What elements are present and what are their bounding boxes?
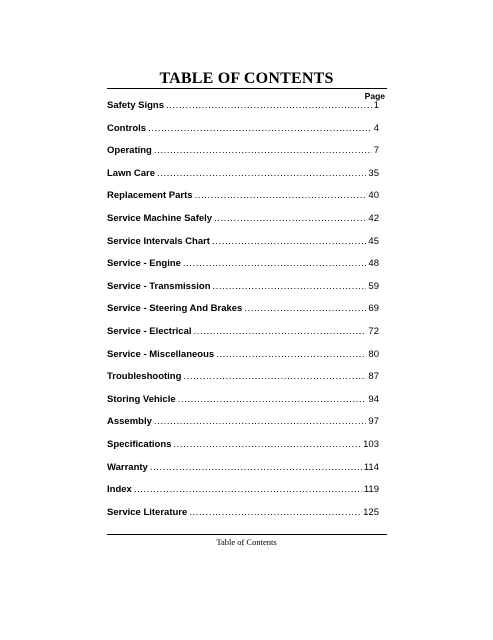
toc-entry-title: Safety Signs — [107, 100, 165, 111]
dot-leader — [148, 123, 372, 134]
dot-leader — [212, 236, 366, 247]
toc-entry-title: Troubleshooting — [107, 371, 182, 383]
dot-leader — [195, 190, 367, 201]
toc-entry-title: Replacement Parts — [107, 190, 193, 202]
toc-entry-title: Index — [107, 484, 132, 496]
toc-entry-page: 94 — [368, 393, 379, 405]
toc-entry-index[interactable] — [107, 484, 379, 507]
toc-entry-troubleshooting[interactable] — [107, 371, 379, 394]
toc-entry-safety-signs[interactable] — [107, 100, 379, 123]
toc-entry-page: 119 — [363, 484, 379, 496]
toc-entry-page: 103 — [363, 438, 379, 450]
toc-entry-page: 59 — [368, 280, 379, 292]
toc-entry-replacement-parts[interactable] — [107, 190, 379, 213]
toc-list — [107, 100, 379, 529]
dot-leader — [154, 416, 367, 427]
dot-leader — [194, 326, 367, 337]
toc-entry-title: Service - Steering And Brakes — [107, 303, 243, 315]
toc-entry-page: 80 — [368, 348, 379, 360]
dot-leader — [173, 439, 361, 450]
toc-entry-page: 97 — [368, 416, 379, 428]
page-title: TABLE OF CONTENTS — [159, 70, 334, 87]
toc-entry-operating[interactable] — [107, 145, 379, 168]
toc-entry-assembly[interactable] — [107, 416, 379, 439]
dot-leader — [166, 100, 372, 111]
toc-entry-page: 125 — [363, 506, 379, 518]
toc-entry-title: Specifications — [107, 438, 172, 450]
toc-entry-page: 7 — [373, 145, 379, 157]
toc-entry-title: Operating — [107, 145, 152, 157]
toc-entry-title: Warranty — [107, 461, 148, 473]
toc-entry-title: Service Machine Safely — [107, 212, 213, 224]
toc-entry-page: 69 — [368, 303, 379, 315]
toc-entry-service-literature[interactable] — [107, 507, 379, 530]
toc-entry-page: 42 — [368, 212, 379, 224]
toc-entry-title: Assembly — [107, 416, 152, 428]
toc-entry-title: Service - Electrical — [107, 325, 192, 337]
dot-leader — [157, 168, 366, 179]
dot-leader — [154, 145, 372, 156]
toc-entry-page: 87 — [368, 371, 379, 383]
toc-entry-page: 114 — [363, 461, 379, 473]
toc-entry-page: 48 — [368, 258, 379, 270]
toc-entry-title: Controls — [107, 122, 147, 134]
toc-entry-title: Service - Miscellaneous — [107, 348, 215, 360]
dot-leader — [213, 281, 367, 292]
toc-entry-page: 1 — [373, 100, 379, 111]
footer-rule — [107, 534, 387, 535]
page-column-header: Page — [364, 91, 385, 101]
toc-entry-service-engine[interactable] — [107, 258, 379, 281]
toc-entry-service-electrical[interactable] — [107, 326, 379, 349]
toc-entry-title: Service Intervals Chart — [107, 235, 210, 247]
toc-entry-title: Service Literature — [107, 506, 188, 518]
title-rule — [107, 88, 387, 89]
toc-entry-storing-vehicle[interactable] — [107, 394, 379, 417]
page-footer: Table of Contents — [216, 537, 277, 547]
toc-entry-title: Service - Transmission — [107, 280, 211, 292]
toc-entry-service-intervals-chart[interactable] — [107, 236, 379, 259]
toc-entry-warranty[interactable] — [107, 462, 379, 485]
toc-entry-title: Service - Engine — [107, 258, 181, 270]
dot-leader — [183, 258, 367, 269]
toc-entry-page: 4 — [373, 122, 379, 134]
toc-entry-service-miscellaneous[interactable] — [107, 349, 379, 372]
dot-leader — [216, 349, 366, 360]
toc-entry-service-steering-and-brakes[interactable] — [107, 303, 379, 326]
toc-entry-page: 40 — [368, 190, 379, 202]
dot-leader — [189, 507, 361, 518]
toc-entry-page: 35 — [368, 167, 379, 179]
toc-entry-title: Lawn Care — [107, 167, 156, 179]
dot-leader — [214, 213, 366, 224]
dot-leader — [150, 462, 362, 473]
dot-leader — [178, 394, 367, 405]
toc-entry-page: 72 — [368, 325, 379, 337]
dot-leader — [134, 484, 362, 495]
toc-entry-service-machine-safely[interactable] — [107, 213, 379, 236]
dot-leader — [183, 371, 366, 382]
toc-entry-page: 45 — [368, 235, 379, 247]
toc-entry-lawn-care[interactable] — [107, 168, 379, 191]
dot-leader — [244, 303, 366, 314]
toc-entry-service-transmission[interactable] — [107, 281, 379, 304]
toc-entry-title: Storing Vehicle — [107, 393, 176, 405]
toc-entry-controls[interactable] — [107, 123, 379, 146]
toc-entry-specifications[interactable] — [107, 439, 379, 462]
